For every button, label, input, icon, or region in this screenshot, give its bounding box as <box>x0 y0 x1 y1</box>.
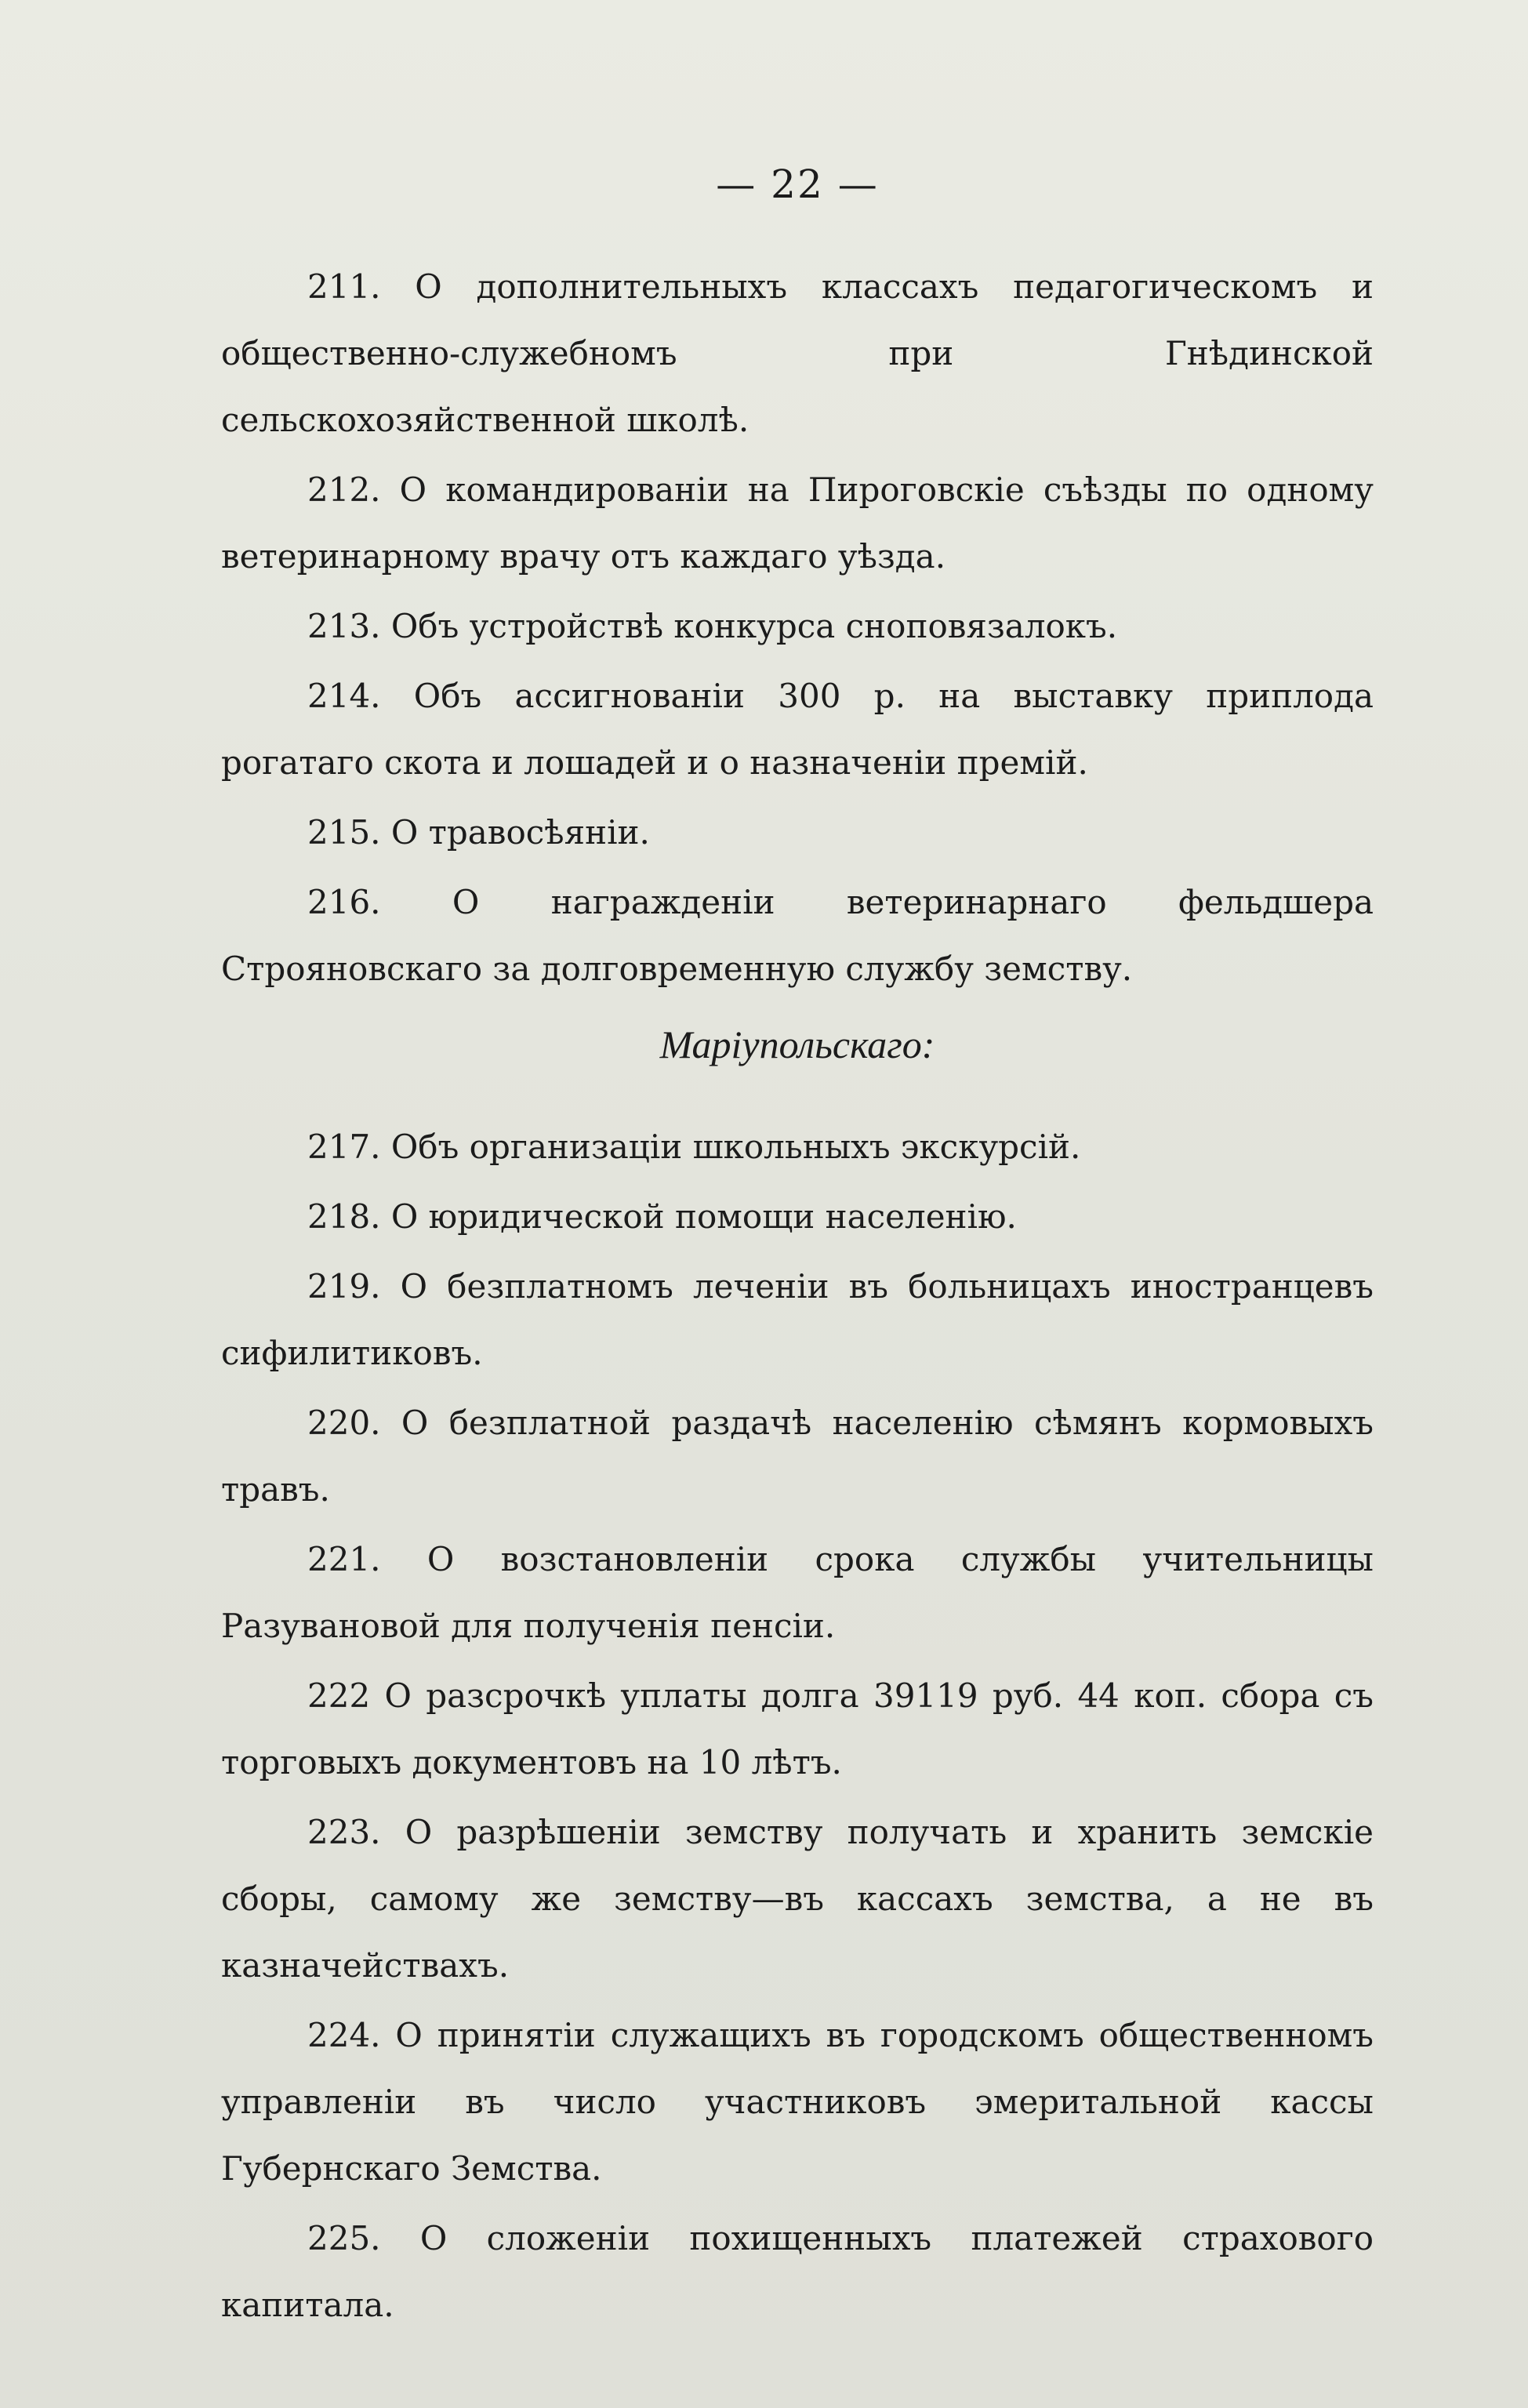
list-item: 213. Объ устройствѣ конкурса снопoвязалокъ. <box>307 607 1118 645</box>
page-number: — 22 — <box>716 162 879 207</box>
list-item: 218. О юридической помощи населенію. <box>307 1197 1017 1236</box>
list-item: 225. О сложеніи похищенныхъ платежей страхового капитала. <box>221 2219 1374 2324</box>
list-item: 216. О награжденіи ветеринарнаго фельдшера Строяновскаго за долговременную службу земству. <box>221 883 1374 988</box>
list-item: 215. О травосѣяніи. <box>307 813 650 852</box>
page-content <box>221 153 1374 2341</box>
item-list-a <box>221 253 1374 1002</box>
item-list-b <box>221 1113 1374 2338</box>
section-heading: Маріупольскаго: <box>659 1022 935 1066</box>
list-item: 222 О разсрочкѣ уплаты долга 39119 руб. 44 коп. сбора съ торговыхъ документовъ на 10 лѣтъ. <box>221 1676 1374 1781</box>
list-item: 217. Объ организаціи школьныхъ экскурсій. <box>307 1128 1081 1166</box>
list-item: 214. Объ ассигнованіи 300 р. на выставку приплода рогатаго скота и лошадей и о назначеніи премій. <box>221 677 1374 782</box>
list-item: 219. О безплатномъ леченіи въ больницахъ иностранцевъ сифилитиковъ. <box>221 1267 1374 1372</box>
list-item: 211. О дополнительныхъ классахъ педагогическомъ и общественно-служебномъ при Гнѣдинской сельскохозяйственной школѣ. <box>221 267 1374 439</box>
list-item: 224. О принятіи служащихъ въ городскомъ общественномъ управленіи въ число участниковъ эмеритальной кассы Губернскаго Земства. <box>221 2016 1374 2188</box>
list-item: 223. О разрѣшеніи земству получать и хранить земскіе сборы, самому же земству—въ кассахъ земства, а не въ казначействахъ. <box>221 1813 1374 1985</box>
list-item: 221. О возстановленіи срока службы учительницы Разувановой для полученія пенсіи. <box>221 1540 1374 1645</box>
list-item: 212. О командированіи на Пироговскіе съѣзды по одному ветеринарному врачу отъ каждаго уѣзда. <box>221 470 1374 576</box>
list-item: 220. О безплатной раздачѣ населенію сѣмянъ кормовыхъ травъ. <box>221 1404 1374 1509</box>
